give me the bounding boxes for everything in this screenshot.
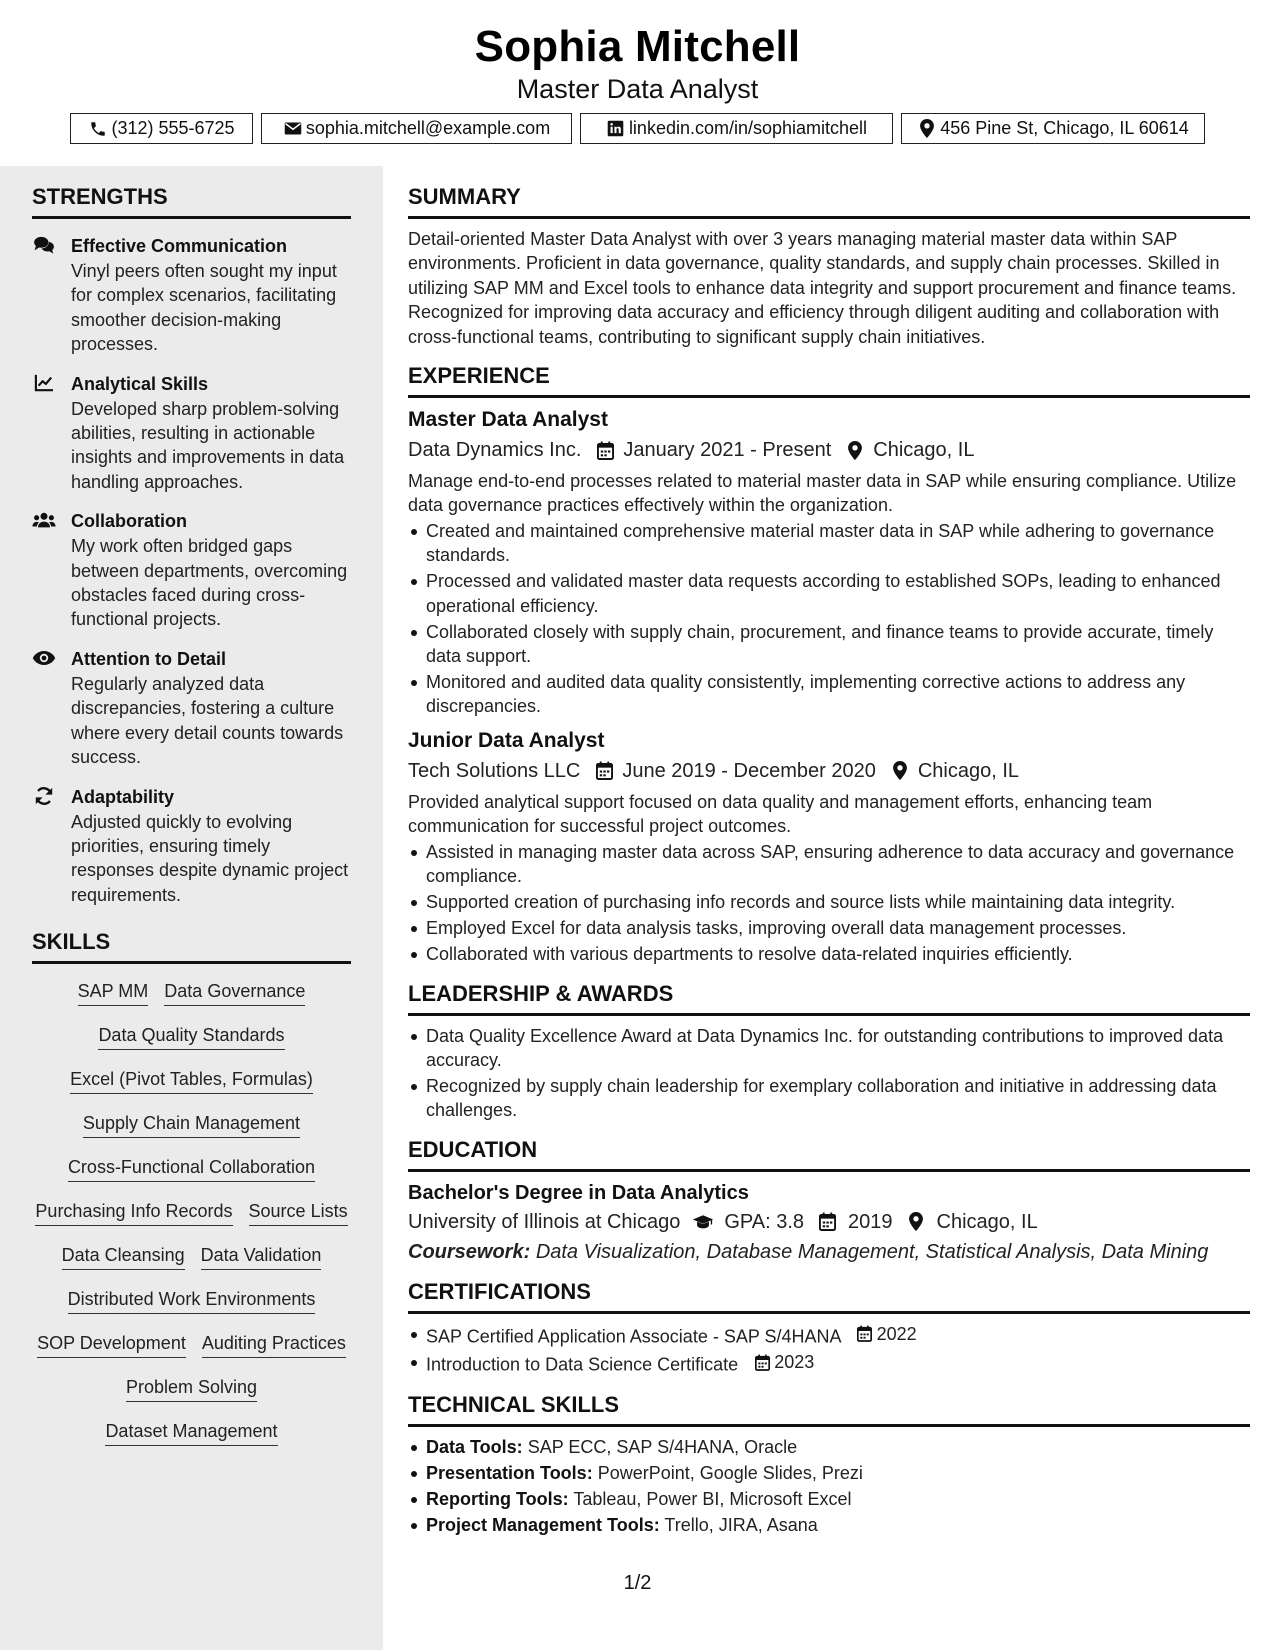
sync-icon (32, 786, 56, 806)
list-item: Recognized by supply chain leadership for exemplary collaboration and initiative in addressing data challenges. (408, 1074, 1250, 1123)
cert-name: Introduction to Data Science Certificate (426, 1355, 739, 1376)
list-item: Supported creation of purchasing info records and source lists while maintaining data integrity. (408, 890, 1250, 914)
candidate-name: Sophia Mitchell (474, 22, 801, 71)
tech-value: PowerPoint, Google Slides, Prezi (597, 1462, 863, 1483)
strengths-heading: STRENGTHS (32, 184, 351, 219)
contact-bar (0, 113, 1275, 144)
list-item: Processed and validated master data requests according to established SOPs, leading to enhanced operational efficiency. (408, 569, 1250, 618)
job-description: Provided analytical support focused on data quality and management efforts, enhancing team communication for successful project outcomes. (408, 791, 1153, 837)
technical-skills-heading: TECHNICAL SKILLS (408, 1392, 1250, 1427)
certifications-heading: CERTIFICATIONS (408, 1279, 1250, 1314)
tech-value: Tableau, Power BI, Microsoft Excel (573, 1488, 852, 1509)
job-company: Data Dynamics Inc. (408, 439, 582, 462)
phone-text: (312) 555-6725 (111, 118, 235, 138)
list-item (408, 1322, 1250, 1349)
map-marker-icon (845, 440, 865, 460)
gpa: GPA: 3.8 (724, 1210, 805, 1233)
list-item: Data Quality Excellence Award at Data Dynamics Inc. for outstanding contributions to improved data accuracy. (408, 1024, 1250, 1073)
job-meta (408, 437, 1250, 463)
strength-title: Effective Communication (71, 236, 288, 256)
skill-tag: Supply Chain Management (83, 1110, 300, 1138)
skill-tag: Cross-Functional Collaboration (68, 1154, 315, 1182)
resume-header (0, 0, 1275, 166)
contact-email[interactable] (261, 113, 572, 144)
contact-address[interactable] (901, 113, 1205, 144)
strength-item (32, 233, 351, 357)
strength-title: Collaboration (71, 511, 187, 532)
strength-title: Adaptability (71, 786, 175, 807)
job-location: Chicago, IL (873, 439, 975, 462)
calendar-icon (595, 440, 615, 460)
list-item (408, 1350, 1250, 1377)
summary-section (408, 184, 1250, 349)
summary-text: Detail-oriented Master Data Analyst with over 3 years managing material master data within SAP environments. Proficient in data governance, quality standards, and supply chain processes. Skilled in utilizing SAP MM and Excel tools to enhance data integrity and support procurement and finance teams. Recognized for improving data accuracy and efficiency through diligent auditing and collaboration with cross-functional teams, contributing to significant supply chain initiatives. (408, 229, 1237, 347)
education-heading: EDUCATION (408, 1137, 1250, 1172)
job-dates: January 2021 - Present (623, 439, 832, 462)
list-item (408, 1513, 1250, 1537)
skill-tag: Problem Solving (126, 1374, 257, 1402)
school-name: University of Illinois at Chicago (408, 1210, 681, 1233)
school-location: Chicago, IL (936, 1210, 1038, 1233)
technical-skills-section (408, 1392, 1250, 1537)
strength-title: Analytical Skills (71, 373, 209, 394)
skill-tag: Dataset Management (105, 1418, 277, 1446)
job-entry (408, 727, 1250, 967)
skills-list (32, 978, 351, 1446)
strength-desc: Developed sharp problem-solving abilities, resulting in actionable insights and improvements in data handling approaches. (71, 398, 345, 492)
job-meta (408, 758, 1250, 784)
certifications-list (408, 1322, 1250, 1378)
main-content (383, 166, 1275, 1650)
skill-tag: Data Cleansing (62, 1242, 185, 1270)
graduation-year: 2019 (848, 1210, 893, 1233)
strength-desc: Adjusted quickly to evolving priorities, ensuring timely responses despite dynamic project requirements. (71, 811, 349, 905)
chart-line-icon (32, 373, 56, 393)
summary-heading: SUMMARY (408, 184, 1250, 219)
comments-icon (32, 235, 56, 255)
linkedin-text: linkedin.com/in/sophiamitchell (628, 118, 868, 138)
list-item: Collaborated with various departments to resolve data-related inquiries efficiently. (408, 942, 1250, 966)
strength-item (32, 646, 351, 770)
list-item (408, 1487, 1250, 1511)
tech-label: Presentation Tools: (426, 1462, 593, 1483)
job-title: Master Data Analyst (408, 408, 608, 432)
cert-year: 2022 (876, 1323, 917, 1344)
experience-section (408, 363, 1250, 966)
leadership-section (408, 981, 1250, 1123)
envelope-icon (283, 119, 303, 139)
calendar-icon (753, 1354, 771, 1372)
list-item: Created and maintained comprehensive material master data in SAP while adhering to governance standards. (408, 519, 1250, 568)
strength-item (32, 508, 351, 632)
tech-label: Reporting Tools: (426, 1488, 569, 1509)
list-item: Assisted in managing master data across SAP, ensuring adherence to data accuracy and governance compliance. (408, 840, 1250, 889)
skill-tag: Auditing Practices (202, 1330, 346, 1358)
tech-value: SAP ECC, SAP S/4HANA, Oracle (527, 1436, 798, 1457)
education-section (408, 1137, 1250, 1265)
job-bullets (408, 840, 1250, 967)
strength-item (32, 784, 351, 908)
contact-phone[interactable] (70, 113, 253, 144)
list-item: Monitored and audited data quality consistently, implementing corrective actions to address any discrepancies. (408, 670, 1250, 719)
technical-skills-list (408, 1435, 1250, 1537)
cert-year: 2023 (774, 1352, 815, 1373)
leadership-heading: LEADERSHIP & AWARDS (408, 981, 1250, 1016)
skill-tag: Data Quality Standards (98, 1022, 284, 1050)
tech-value: Trello, JIRA, Asana (664, 1514, 818, 1535)
leadership-list (408, 1024, 1250, 1123)
email-text: sophia.mitchell@example.com (305, 118, 551, 138)
skill-tag: Data Validation (201, 1242, 322, 1270)
job-bullets (408, 519, 1250, 719)
tech-label: Data Tools: (426, 1436, 523, 1457)
cert-name: SAP Certified Application Associate - SAP S/4HANA (426, 1326, 841, 1347)
calendar-icon (594, 761, 614, 781)
experience-heading: EXPERIENCE (408, 363, 1250, 398)
eye-icon (32, 648, 56, 668)
list-item (408, 1435, 1250, 1459)
coursework-label: Coursework: (408, 1240, 531, 1263)
job-description: Manage end-to-end processes related to material master data in SAP while ensuring compliance. Utilize data governance practices effectively within the organization. (408, 471, 1237, 516)
address-text: 456 Pine St, Chicago, IL 60614 (940, 118, 1189, 138)
contact-linkedin[interactable] (580, 113, 893, 144)
strength-desc: Vinyl peers often sought my input for complex scenarios, facilitating smoother decision-making processes. (71, 261, 337, 355)
list-item: Collaborated closely with supply chain, procurement, and finance teams to provide accurate, timely data support. (408, 620, 1250, 669)
map-marker-icon (905, 1212, 927, 1232)
job-entry (408, 406, 1250, 719)
job-location: Chicago, IL (917, 759, 1019, 782)
skill-tag: SAP MM (78, 978, 149, 1006)
strength-item (32, 371, 351, 495)
coursework (408, 1239, 1250, 1265)
job-company: Tech Solutions LLC (408, 759, 581, 782)
coursework-text: Data Visualization, Database Management, Statistical Analysis, Data Mining (535, 1240, 1209, 1263)
strength-title: Attention to Detail (71, 648, 226, 669)
education-meta (408, 1209, 1250, 1235)
degree-title: Bachelor's Degree in Data Analytics (408, 1181, 749, 1204)
certifications-section (408, 1279, 1250, 1378)
skill-tag: Distributed Work Environments (68, 1286, 316, 1314)
list-item (408, 1461, 1250, 1485)
job-title: Junior Data Analyst (408, 728, 605, 752)
phone-icon (88, 119, 108, 139)
tech-label: Project Management Tools: (426, 1514, 660, 1535)
skill-tag: Excel (Pivot Tables, Formulas) (70, 1066, 313, 1094)
candidate-title: Master Data Analyst (516, 74, 759, 104)
graduation-cap-icon (692, 1212, 714, 1232)
skills-heading: SKILLS (32, 929, 351, 964)
page-number: 1/2 (623, 1572, 652, 1594)
calendar-icon (816, 1212, 838, 1232)
skill-tag: Purchasing Info Records (35, 1198, 232, 1226)
skill-tag: Source Lists (249, 1198, 348, 1226)
list-item: Employed Excel for data analysis tasks, improving overall data management processes. (408, 916, 1250, 940)
map-marker-icon (917, 119, 937, 139)
skill-tag: Data Governance (164, 978, 305, 1006)
strength-desc: Regularly analyzed data discrepancies, fostering a culture where every detail counts towards success. (71, 673, 344, 768)
skill-tag: SOP Development (37, 1330, 186, 1358)
calendar-icon (856, 1325, 874, 1343)
strength-desc: My work often bridged gaps between departments, overcoming obstacles faced during cross-functional projects. (71, 536, 348, 630)
sidebar (0, 166, 383, 1650)
linkedin-icon (606, 119, 626, 139)
users-icon (32, 510, 56, 530)
map-marker-icon (890, 761, 910, 781)
job-dates: June 2019 - December 2020 (622, 759, 876, 782)
